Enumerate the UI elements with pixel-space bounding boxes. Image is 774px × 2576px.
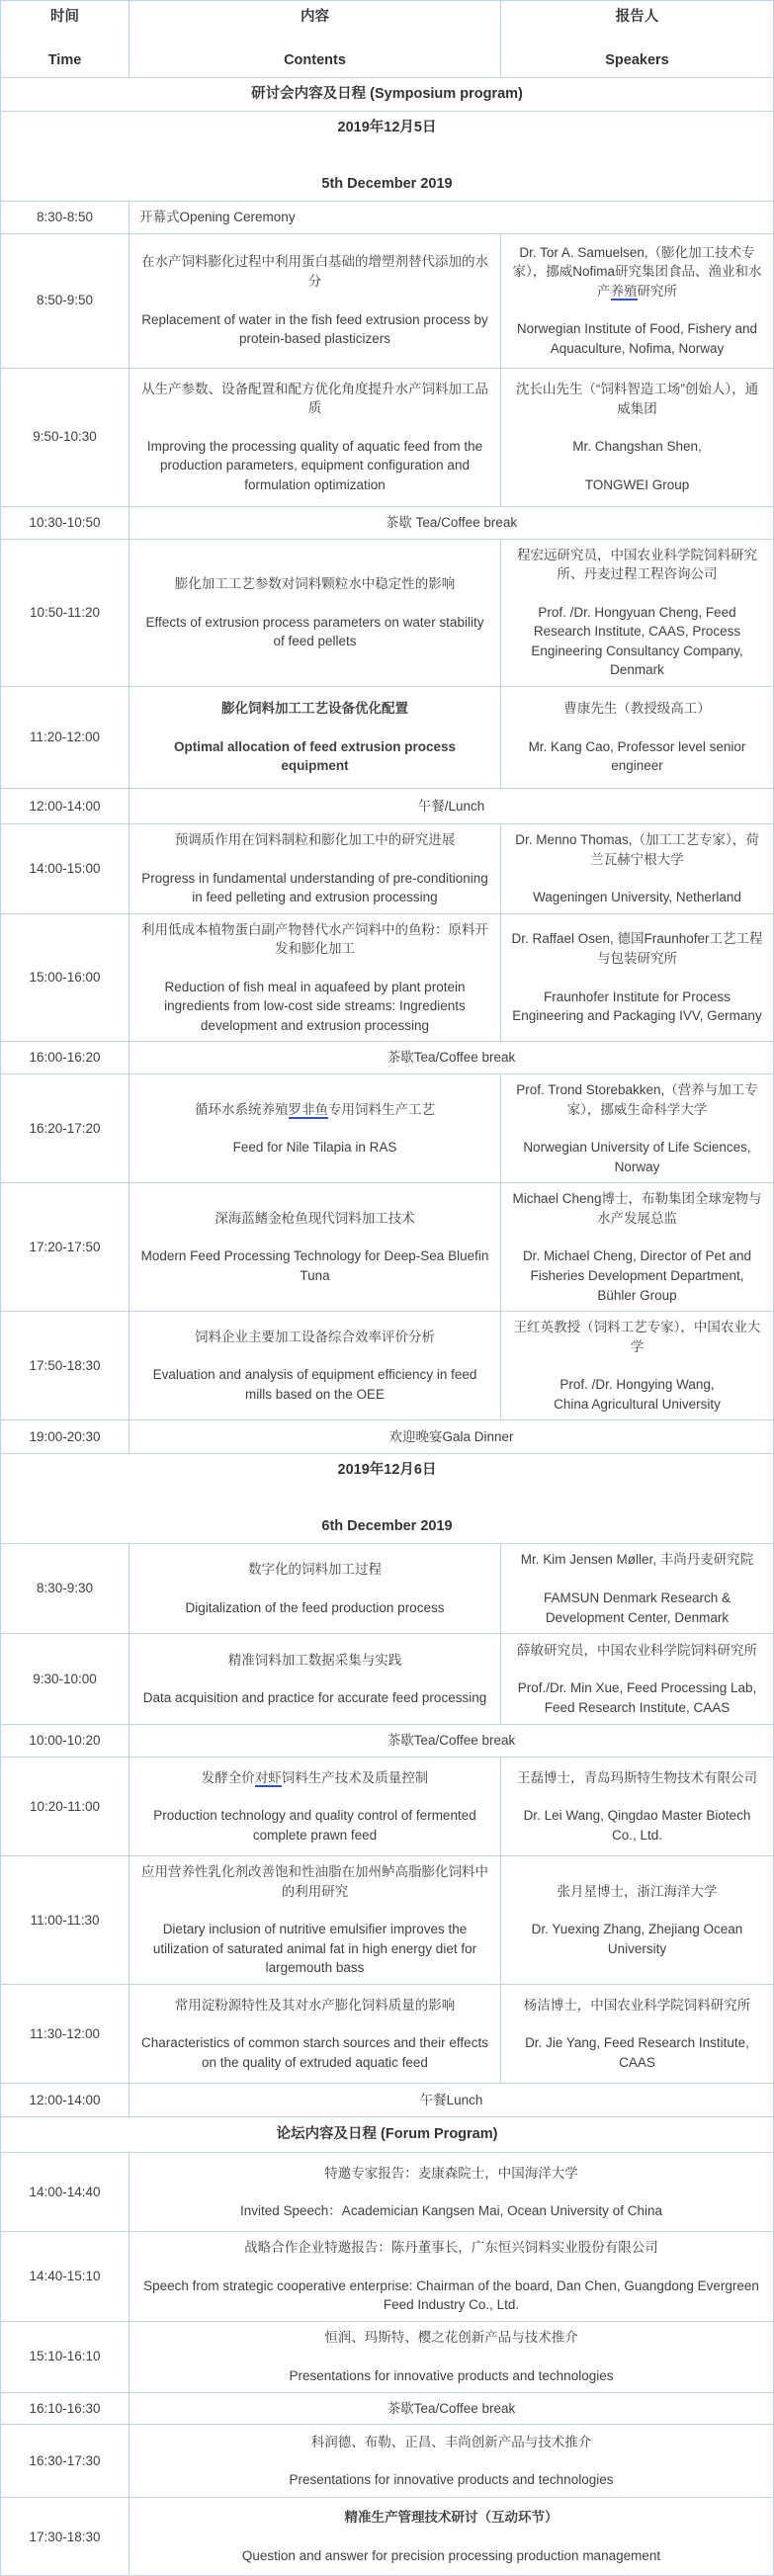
text-line: 茶歇 Tea/Coffee break bbox=[385, 514, 518, 530]
date-title bbox=[1, 112, 773, 201]
text-line: 8:50-9:50 bbox=[36, 293, 94, 308]
text-line: 17:30-18:30 bbox=[29, 2529, 101, 2544]
text-line: 11:30-12:00 bbox=[29, 2025, 101, 2041]
text-line: Feed for Nile Tilapia in RAS bbox=[232, 1140, 397, 1156]
text-line: 恒润、玛斯特、樱之花创新产品与技术推介 bbox=[324, 2330, 578, 2346]
time-cell bbox=[1, 1312, 129, 1419]
text-line: 预调质作用在饲料制粒和膨化加工中的研究进展 bbox=[174, 831, 456, 847]
break-row bbox=[1, 2084, 773, 2117]
text-line: Dr. Michael Cheng, Director of Pet and Fisheries Development Department, Bühler Group bbox=[522, 1248, 752, 1303]
text-line: 杨洁博士，中国农业科学院饲料研究所 bbox=[523, 1997, 751, 2013]
text-line: 17:20-17:50 bbox=[29, 1239, 101, 1254]
text-line: 8:30-8:50 bbox=[36, 210, 94, 225]
date-header-row bbox=[1, 1454, 773, 1544]
text-line: 15:00-16:00 bbox=[29, 970, 101, 986]
text-line: Speech from strategic cooperative enterprise: Chairman of the board, Dan Chen, Guangdong Evergreen Feed Industry Co., Ltd. bbox=[143, 2277, 759, 2313]
text-line: 张月星博士，浙江海洋大学 bbox=[557, 1883, 718, 1899]
text-line: 内容 bbox=[301, 9, 329, 26]
text-line: Replacement of water in the fish feed extrusion process by protein-based plasticizers bbox=[141, 311, 488, 347]
speaker-cell bbox=[501, 1544, 773, 1633]
text-line: 2019年12月6日 bbox=[337, 1462, 437, 1479]
text-line: 10:00-10:20 bbox=[29, 1733, 101, 1749]
text-line: Dr. Tor A. Samuelsen,（膨化加工技术专家），挪威Nofima研究集团食品、渔业和水产养殖研究所 bbox=[512, 244, 762, 299]
time-cell bbox=[1, 824, 129, 913]
text-line: 11:00-11:30 bbox=[30, 1912, 100, 1928]
text-line: 从生产参数、设备配置和配方优化角度提升水产饲料加工品质 bbox=[141, 381, 488, 416]
text-line: 12:00-14:00 bbox=[29, 2092, 101, 2107]
merged-content-cell bbox=[129, 202, 773, 233]
merged-content-cell bbox=[129, 2425, 773, 2497]
text-line: 利用低成本植物蛋白副产物替代水产饲料中的鱼粉：原料开发和膨化加工 bbox=[141, 921, 488, 957]
speaker-cell bbox=[501, 1183, 773, 1311]
text-line: 精准饲料加工数据采集与实践 bbox=[227, 1652, 402, 1668]
text-line: Progress in fundamental understanding of pre-conditioning in feed pelleting and extrusion processing bbox=[141, 870, 488, 905]
merged-content-cell bbox=[129, 507, 773, 539]
text-line: 饲料企业主要加工设备综合效率评价分析 bbox=[195, 1329, 435, 1344]
text-line: 11:20-12:00 bbox=[29, 730, 101, 745]
speaker-cell bbox=[501, 369, 773, 506]
merged-content-cell bbox=[129, 789, 773, 823]
text-line: 5th December 2019 bbox=[321, 176, 453, 193]
break-row bbox=[1, 507, 773, 540]
forum-row bbox=[1, 2322, 773, 2393]
merged-content-cell bbox=[129, 1042, 773, 1073]
text-line: Norwegian Institute of Food, Fishery and Aquaculture, Nofima, Norway bbox=[516, 321, 758, 356]
speaker-cell bbox=[501, 914, 773, 1042]
content-cell bbox=[129, 1183, 501, 1311]
forum-row bbox=[1, 2498, 773, 2575]
session-row bbox=[1, 687, 773, 789]
forum-row bbox=[1, 2232, 773, 2322]
text-line: 曹康先生（教授级高工） bbox=[563, 701, 711, 717]
text-line: 精准生产管理技术研讨（互动环节） bbox=[344, 2510, 559, 2526]
text-line: Optimal allocation of feed extrusion process equipment bbox=[173, 738, 457, 774]
text-line: 17:50-18:30 bbox=[29, 1357, 101, 1373]
text-line: 6th December 2019 bbox=[321, 1518, 453, 1535]
time-cell bbox=[1, 540, 129, 686]
date-header-row bbox=[1, 112, 773, 202]
speaker-cell bbox=[501, 687, 773, 788]
time-cell bbox=[1, 687, 129, 788]
text-line: Modern Feed Processing Technology for Deep-Sea Bluefin Tuna bbox=[140, 1248, 489, 1283]
merged-content-cell bbox=[129, 2393, 773, 2425]
text-line: Presentations for innovative products and technologies bbox=[289, 2472, 614, 2488]
text-line: 程宏远研究员，中国农业科学院饲料研究所、丹麦过程工程咨询公司 bbox=[517, 547, 757, 582]
text-line: Mr. Kang Cao, Professor level senior engineer bbox=[528, 738, 746, 774]
text-line: TONGWEI Group bbox=[584, 476, 690, 492]
time-cell bbox=[1, 507, 129, 539]
text-line: 午餐Lunch bbox=[419, 2092, 483, 2107]
text-line: 14:00-15:00 bbox=[29, 861, 101, 877]
merged-content-cell bbox=[129, 2153, 773, 2231]
time-cell bbox=[1, 1183, 129, 1311]
time-cell bbox=[1, 2393, 129, 2425]
break-row bbox=[1, 789, 773, 824]
text-line: 膨化饲料加工工艺设备优化配置 bbox=[221, 701, 408, 717]
text-line: 时间 bbox=[50, 9, 79, 26]
merged-content-cell bbox=[129, 2498, 773, 2575]
time-cell bbox=[1, 369, 129, 506]
text-line: Invited Speech：Academician Kangsen Mai, Ocean University of China bbox=[240, 2203, 662, 2219]
text-line: Digitalization of the feed production process bbox=[185, 1599, 445, 1615]
session-row bbox=[1, 1758, 773, 1856]
text-line: Evaluation and analysis of equipment efficiency in feed mills based on the OEE bbox=[152, 1367, 477, 1403]
time-cell bbox=[1, 1985, 129, 2083]
text-line: Mr. Kim Jensen Møller, 丰尚丹麦研究院 bbox=[520, 1552, 754, 1568]
time-cell bbox=[1, 1634, 129, 1724]
text-line: 王磊博士，青岛玛斯特生物技术有限公司 bbox=[517, 1769, 757, 1785]
break-row bbox=[1, 1725, 773, 1758]
session-row bbox=[1, 1544, 773, 1634]
merged-content-cell bbox=[129, 1725, 773, 1757]
text-line: 15:10-16:10 bbox=[29, 2349, 101, 2364]
time-cell bbox=[1, 2425, 129, 2497]
text-line: 薛敏研究员，中国农业科学院饲料研究所 bbox=[517, 1642, 757, 1658]
opening-row bbox=[1, 202, 773, 234]
merged-content-cell bbox=[129, 2084, 773, 2116]
forum-row bbox=[1, 2153, 773, 2232]
contents-column-header bbox=[129, 1, 501, 77]
text-line: Michael Cheng博士，布勒集团全球宠物与水产发展总监 bbox=[512, 1191, 762, 1226]
speaker-cell bbox=[501, 1758, 773, 1855]
text-line: 19:00-20:30 bbox=[29, 1429, 101, 1445]
header-row bbox=[1, 1, 773, 78]
session-row bbox=[1, 1856, 773, 1985]
text-line: 16:30-17:30 bbox=[29, 2453, 101, 2469]
content-cell bbox=[129, 1985, 501, 2083]
text-line: Norwegian University of Life Sciences, Norway bbox=[523, 1140, 751, 1174]
text-line: 报告人 bbox=[615, 9, 659, 26]
text-line: 9:30-10:00 bbox=[33, 1671, 97, 1686]
time-cell bbox=[1, 1544, 129, 1633]
text-line: 14:00-14:40 bbox=[29, 2184, 101, 2199]
text-line: Dr. Raffael Osen, 德国Fraunhofer工艺工程与包装研究所 bbox=[511, 931, 763, 967]
text-line: Reduction of fish meal in aquafeed by plant protein ingredients from low-cost side streams: Ingredients development and extrusion processing bbox=[164, 979, 466, 1033]
speaker-cell bbox=[501, 234, 773, 368]
speakers-column-header bbox=[501, 1, 773, 77]
text-line: Time bbox=[47, 51, 82, 68]
text-line: Improving the processing quality of aquatic feed from the production parameters, equipment configuration and formulation optimization bbox=[146, 438, 483, 492]
session-row bbox=[1, 1074, 773, 1183]
text-line: 16:00-16:20 bbox=[29, 1050, 101, 1066]
text-line: 战略合作企业特邀报告：陈丹董事长，广东恒兴饲料实业股份有限公司 bbox=[244, 2240, 658, 2256]
break-row bbox=[1, 2393, 773, 2426]
text-line: 9:50-10:30 bbox=[33, 429, 97, 445]
time-cell bbox=[1, 2084, 129, 2116]
underlined-term: 对虾 bbox=[254, 1769, 282, 1785]
text-line: Contents bbox=[284, 51, 346, 68]
time-cell bbox=[1, 2322, 129, 2392]
text-line: Presentations for innovative products and technologies bbox=[289, 2367, 614, 2383]
break-row bbox=[1, 1420, 773, 1454]
text-line: Speakers bbox=[605, 51, 669, 68]
speaker-cell bbox=[501, 1856, 773, 1984]
time-cell bbox=[1, 1042, 129, 1073]
text-line: 2019年12月5日 bbox=[337, 120, 437, 136]
text-line: Question and answer for precision processing production management bbox=[241, 2547, 661, 2563]
text-line: Mr. Changshan Shen, bbox=[572, 439, 702, 455]
text-line: 12:00-14:00 bbox=[29, 798, 101, 814]
text-line: 午餐/Lunch bbox=[417, 798, 485, 814]
merged-content-cell bbox=[129, 2322, 773, 2392]
content-cell bbox=[129, 1544, 501, 1633]
text-line: 深海蓝鳍金枪鱼现代饲料加工技术 bbox=[215, 1210, 415, 1226]
text-line: Fraunhofer Institute for Process Engineering and Packaging IVV, Germany bbox=[512, 988, 762, 1024]
underlined-term: 罗非鱼 bbox=[288, 1101, 328, 1117]
session-row bbox=[1, 1985, 773, 2084]
text-line: 16:10-16:30 bbox=[29, 2400, 101, 2416]
session-row bbox=[1, 1634, 773, 1725]
content-cell bbox=[129, 1856, 501, 1984]
text-line: 欢迎晚宴Gala Dinner bbox=[388, 1429, 514, 1445]
merged-content-cell bbox=[129, 1420, 773, 1453]
text-line: 研讨会内容及日程 (Symposium program) bbox=[251, 86, 523, 102]
session-row bbox=[1, 234, 773, 369]
text-line: Characteristics of common starch sources and their effects on the quality of extruded aquatic feed bbox=[141, 2035, 488, 2070]
content-cell bbox=[129, 234, 501, 368]
time-cell bbox=[1, 2498, 129, 2575]
text-line: 膨化加工工艺参数对饲料颗粒水中稳定性的影响 bbox=[174, 575, 456, 591]
text-line: Dr. Menno Thomas,（加工工艺专家），荷兰瓦赫宁根大学 bbox=[515, 831, 759, 867]
text-line: 茶歇Tea/Coffee break bbox=[387, 2400, 516, 2416]
text-line: 应用营养性乳化剂改善饱和性油脂在加州鲈高脂膨化饲料中的利用研究 bbox=[141, 1864, 488, 1899]
text-line: Prof. /Dr. Hongying Wang, China Agricultural University bbox=[554, 1377, 721, 1412]
text-line: 开幕式Opening Ceremony bbox=[139, 210, 296, 225]
text-line: 王红英教授（饲料工艺专家），中国农业大学 bbox=[513, 1320, 761, 1354]
text-line: Dr. Lei Wang, Qingdao Master Biotech Co., Ltd. bbox=[523, 1808, 751, 1843]
content-cell bbox=[129, 369, 501, 506]
time-cell bbox=[1, 789, 129, 823]
text-line: 循环水系统养殖罗非鱼专用饲料生产工艺 bbox=[195, 1101, 435, 1117]
content-cell bbox=[129, 824, 501, 913]
speaker-cell bbox=[501, 1312, 773, 1419]
text-line: Production technology and quality control of fermented complete prawn feed bbox=[153, 1808, 476, 1843]
time-cell bbox=[1, 1420, 129, 1453]
text-line: 10:50-11:20 bbox=[29, 605, 101, 621]
content-cell bbox=[129, 914, 501, 1042]
content-cell bbox=[129, 1312, 501, 1419]
session-row bbox=[1, 1312, 773, 1420]
content-cell bbox=[129, 540, 501, 686]
content-cell bbox=[129, 1074, 501, 1182]
merged-content-cell bbox=[129, 2232, 773, 2321]
session-row bbox=[1, 540, 773, 687]
text-line: 特邀专家报告：麦康森院士，中国海洋大学 bbox=[324, 2165, 578, 2181]
text-line: 沈长山先生（“饲料智造工场”创始人），通威集团 bbox=[515, 381, 759, 416]
time-cell bbox=[1, 1725, 129, 1757]
text-line: Dietary inclusion of nutritive emulsifier improves the utilization of saturated animal fat in high energy diet for largemouth bass bbox=[152, 1922, 477, 1976]
speaker-cell bbox=[501, 1074, 773, 1182]
content-cell bbox=[129, 1634, 501, 1724]
section-header-row bbox=[1, 2117, 773, 2153]
section-header-row bbox=[1, 78, 773, 112]
date-title bbox=[1, 1454, 773, 1543]
speaker-cell bbox=[501, 1634, 773, 1724]
text-line: 科润德、布勒、正昌、丰尚创新产品与技术推介 bbox=[310, 2434, 592, 2449]
time-cell bbox=[1, 2153, 129, 2231]
text-line: Effects of extrusion process parameters on water stability of feed pellets bbox=[145, 614, 484, 649]
text-line: Prof./Dr. Min Xue, Feed Processing Lab, Feed Research Institute, CAAS bbox=[517, 1680, 757, 1715]
speaker-cell bbox=[501, 540, 773, 686]
break-row bbox=[1, 1042, 773, 1074]
content-cell bbox=[129, 687, 501, 788]
session-row bbox=[1, 1183, 773, 1312]
text-line: 在水产饲料膨化过程中利用蛋白基础的增塑剂替代添加的水分 bbox=[141, 254, 488, 290]
text-line: Wageningen University, Netherland bbox=[533, 890, 741, 905]
text-line: 茶歇Tea/Coffee break bbox=[387, 1733, 516, 1749]
text-line: 10:30-10:50 bbox=[29, 514, 101, 530]
speaker-cell bbox=[501, 824, 773, 913]
text-line: 发酵全价对虾饲料生产技术及质量控制 bbox=[201, 1769, 429, 1785]
time-cell bbox=[1, 2232, 129, 2321]
time-cell bbox=[1, 234, 129, 368]
text-line: Dr. Yuexing Zhang, Zhejiang Ocean University bbox=[531, 1922, 743, 1956]
text-line: 论坛内容及日程 (Forum Program) bbox=[276, 2126, 498, 2143]
time-cell bbox=[1, 1856, 129, 1984]
text-line: FAMSUN Denmark Research & Development Center, Denmark bbox=[543, 1589, 731, 1625]
text-line: 数字化的饲料加工过程 bbox=[248, 1562, 382, 1578]
time-cell bbox=[1, 1074, 129, 1182]
text-line: 16:20-17:20 bbox=[29, 1120, 101, 1136]
time-cell bbox=[1, 1758, 129, 1855]
text-line: 8:30-9:30 bbox=[36, 1581, 94, 1596]
speaker-cell bbox=[501, 1985, 773, 2083]
text-line: Data acquisition and practice for accurate feed processing bbox=[142, 1690, 487, 1706]
forum-row bbox=[1, 2425, 773, 2498]
text-line: 10:20-11:00 bbox=[29, 1798, 101, 1814]
text-line: Prof. Trond Storebakken,（营养与加工专家），挪威生命科学大学 bbox=[516, 1082, 758, 1117]
text-line: 14:40-15:10 bbox=[29, 2269, 101, 2284]
time-cell bbox=[1, 914, 129, 1042]
text-line: Prof. /Dr. Hongyuan Cheng, Feed Research Institute, CAAS, Process Engineering Consultancy Company, Denmark bbox=[531, 604, 743, 678]
section-title bbox=[1, 78, 773, 111]
text-line: Dr. Jie Yang, Feed Research Institute, CAAS bbox=[525, 2035, 749, 2070]
content-cell bbox=[129, 1758, 501, 1855]
session-row bbox=[1, 824, 773, 914]
time-cell bbox=[1, 202, 129, 233]
session-row bbox=[1, 914, 773, 1043]
time-column-header bbox=[1, 1, 129, 77]
text-line: 常用淀粉源特性及其对水产膨化饲料质量的影响 bbox=[174, 1997, 456, 2013]
session-row bbox=[1, 369, 773, 507]
text-line: 茶歇Tea/Coffee break bbox=[387, 1050, 516, 1066]
underlined-term: 养殖 bbox=[610, 283, 638, 299]
section-title bbox=[1, 2117, 773, 2152]
